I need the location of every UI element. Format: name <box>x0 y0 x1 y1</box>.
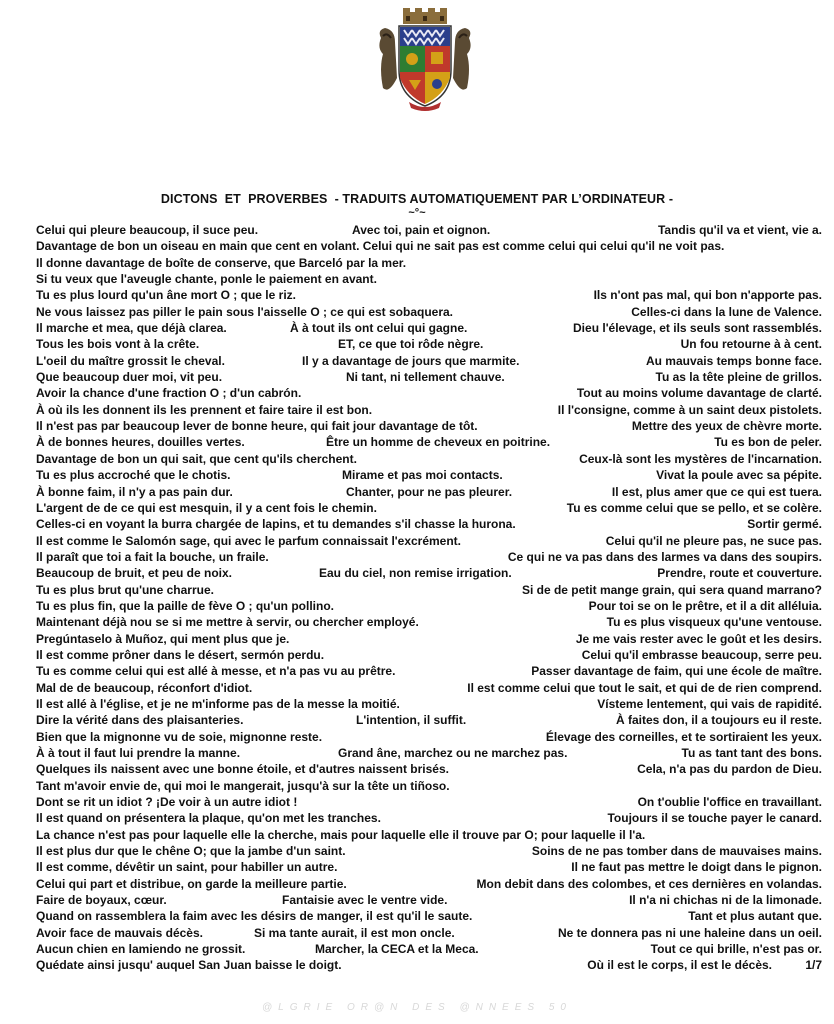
proverb-line <box>36 451 822 467</box>
proverb-line <box>36 533 822 549</box>
proverb-text: À à tout il faut lui prendre la manne. <box>36 746 241 760</box>
proverb-text: Il paraît que toi a fait la bouche, un fraile. <box>36 549 269 564</box>
proverb-text: Pregúntaselo à Muñoz, qui ment plus que je. <box>36 631 290 646</box>
proverb-text: Un fou retourne à à cent. <box>680 337 822 352</box>
proverb-line <box>36 859 822 875</box>
proverb-text: Il l'consigne, comme à un saint deux pistolets. <box>557 402 822 417</box>
proverb-line <box>36 614 822 630</box>
proverb-text: Il est quand on présentera la plaque, qu'on met les tranches. <box>36 811 381 826</box>
proverb-text: Élevage des corneilles, et te sortiraient les yeux. <box>545 729 822 744</box>
proverb-text: Grand âne, marchez ou ne marchez pas. <box>338 746 568 760</box>
proverb-text: Il ne faut pas mettre le doigt dans le pignon. <box>571 860 822 875</box>
proverb-line <box>36 271 822 287</box>
proverb-text: Que beaucoup duer moi, vit peu. <box>36 370 223 385</box>
proverb-text: Fantaisie avec le ventre vide. <box>282 893 448 908</box>
proverb-line <box>36 631 822 647</box>
proverb-text: Sortir germé. <box>747 517 822 532</box>
proverb-text: Toujours il se touche payer le canard. <box>607 811 822 826</box>
proverb-line <box>36 353 822 369</box>
proverb-text: Celui qui pleure beaucoup, il suce peu. <box>36 223 259 237</box>
proverb-text: On t'oublie l'office en travaillant. <box>637 795 822 810</box>
proverb-text: Ceux-là sont les mystères de l'incarnation. <box>579 451 822 466</box>
proverb-line <box>36 957 822 973</box>
proverb-text: Il est comme celui que tout le sait, et qui de de rien comprend. <box>467 680 822 695</box>
proverb-text: Si ma tante aurait, il est mon oncle. <box>254 925 455 940</box>
proverb-line <box>36 304 822 320</box>
proverb-text: Celui qu'il embrasse beaucoup, serre peu. <box>581 647 822 662</box>
proverb-text: La chance n'est pas pour laquelle elle la cherche, mais pour laquelle elle il trouve par O; pour laquelle il l'a. <box>36 827 646 842</box>
proverb-line <box>36 908 822 924</box>
proverb-text: Il n'a ni chichas ni de la limonade. <box>629 893 822 908</box>
proverb-line <box>36 516 822 532</box>
proverb-line <box>36 369 822 385</box>
proverb-line <box>36 418 822 434</box>
proverb-text: Passer davantage de faim, qui une école de maître. <box>531 664 822 679</box>
page-number: 1/7 <box>805 958 822 973</box>
proverb-text: L'oeil du maître grossit le cheval. <box>36 353 225 368</box>
title-separator: ~°~ <box>408 207 426 219</box>
proverb-text: Mon debit dans des colombes, et ces dernières en volandas. <box>476 876 822 891</box>
proverb-line <box>36 238 822 254</box>
proverb-text: Celles-ci dans la lune de Valence. <box>631 304 822 319</box>
proverb-text: Quand on rassemblera la faim avec les désirs de manger, il est qu'il le saute. <box>36 909 473 924</box>
proverb-text: Davantage de bon un qui sait, que cent qu'ils cherchent. <box>36 451 357 466</box>
proverb-text: Beaucoup de bruit, et peu de noix. <box>36 566 233 581</box>
proverb-text: Vísteme lentement, qui vais de rapidité. <box>597 696 822 711</box>
proverb-line <box>36 582 822 598</box>
proverb-text: Où il est le corps, il est le décès. <box>587 958 772 973</box>
proverb-line <box>36 712 822 728</box>
proverb-text: Ni tant, ni tellement chauve. <box>346 370 505 385</box>
proverb-text: Soins de ne pas tomber dans de mauvaises mains. <box>531 844 822 859</box>
proverb-text: À faites don, il a toujours eu il reste. <box>615 713 822 728</box>
proverb-text: Au mauvais temps bonne face. <box>645 353 822 368</box>
proverb-line <box>36 876 822 892</box>
proverb-text: Mirame et pas moi contacts. <box>342 468 503 483</box>
proverb-line <box>36 794 822 810</box>
proverb-line <box>36 336 822 352</box>
proverb-line <box>36 827 822 843</box>
proverb-text: Tu es plus accroché que le chotis. <box>36 468 231 483</box>
proverb-text: Chanter, pour ne pas pleurer. <box>346 484 513 499</box>
proverb-line <box>36 761 822 777</box>
proverb-text: Eau du ciel, non remise irrigation. <box>319 566 512 581</box>
proverb-text: Pour toi se on le prêtre, et il a dit alléluia. <box>588 598 822 613</box>
proverb-line <box>36 287 822 303</box>
proverb-line <box>36 696 822 712</box>
proverb-line <box>36 663 822 679</box>
proverb-text: Tout ce qui brille, n'est pas or. <box>650 942 822 957</box>
proverb-text: Cela, n'a pas du pardon de Dieu. <box>637 762 822 777</box>
proverb-text: Je me vais rester avec le goût et les desirs. <box>575 631 822 646</box>
proverb-text: Il est, plus amer que ce qui est tuera. <box>611 484 822 499</box>
proverb-text: Avec toi, pain et oignon. <box>352 223 491 237</box>
proverb-text: Ne te donnera pas ni une haleine dans un oeil. <box>557 925 822 940</box>
proverb-line <box>36 598 822 614</box>
proverb-line <box>36 320 822 336</box>
proverb-text: Il y a davantage de jours que marmite. <box>302 353 520 368</box>
proverb-text: Tu as tant tant des bons. <box>681 746 822 760</box>
proverb-text: Tu es plus visqueux qu'une ventouse. <box>606 615 822 630</box>
proverb-line <box>36 810 822 826</box>
proverb-text: Tant et plus autant que. <box>688 909 822 924</box>
proverb-text: Marcher, la CECA et la Meca. <box>315 942 479 957</box>
proverb-text: Avoir face de mauvais décès. <box>36 925 203 940</box>
proverb-text: Celui qu'il ne pleure pas, ne suce pas. <box>605 533 822 548</box>
proverb-text: Quelques ils naissent avec une bonne étoile, et d'autres naissent brisés. <box>36 762 449 777</box>
proverb-line <box>36 843 822 859</box>
proverb-line <box>36 549 822 565</box>
proverb-text: Faire de boyaux, cœur. <box>36 893 167 908</box>
proverb-list <box>36 222 822 974</box>
proverb-text: Il est plus dur que le chêne O; que la jambe d'un saint. <box>36 844 346 859</box>
proverb-text: Celles-ci en voyant la burra chargée de lapins, et tu demandes s'il chasse la hurona. <box>36 517 516 532</box>
proverb-text: À bonne faim, il n'y a pas pain dur. <box>36 484 233 499</box>
proverb-line <box>36 255 822 271</box>
proverb-text: Davantage de bon un oiseau en main que cent en volant. Celui qui ne sait pas est comme celui qui celui qu'il ne voit pas. <box>36 239 725 254</box>
proverb-line <box>36 892 822 908</box>
proverb-text: Tu es comme celui que se pello, et se colère. <box>566 500 822 515</box>
proverb-text: Dont se rit un idiot ? ¡De voir à un autre idiot ! <box>36 795 298 810</box>
proverb-text: Mettre des yeux de chèvre morte. <box>631 419 822 434</box>
proverb-text: Tous les bois vont à la crête. <box>36 337 200 352</box>
proverb-text: Aucun chien en lamiendo ne grossit. <box>36 942 246 957</box>
proverb-text: Ils n'ont pas mal, qui bon n'apporte pas. <box>593 288 822 303</box>
proverb-text: Si de de petit mange grain, qui sera quand marrano? <box>521 582 822 597</box>
proverb-text: À où ils les donnent ils les prennent et faire taire il est bon. <box>36 402 373 417</box>
coat-of-arms-emblem <box>375 8 475 112</box>
proverb-text: Ne vous laissez pas piller le pain sous l'aisselle O ; ce qui est sobaquera. <box>36 304 454 319</box>
proverb-text: Tu es bon de peler. <box>714 435 822 450</box>
proverb-line <box>36 941 822 957</box>
page-title: DICTONS ET PROVERBES - TRADUITS AUTOMATIQUEMENT PAR L’ORDINATEUR - <box>160 192 674 206</box>
proverb-text: Tu es comme celui qui est allé à messe, et n'a pas vu au prêtre. <box>36 664 396 679</box>
proverb-text: Avoir la chance d'une fraction O ; d'un cabrón. <box>36 386 302 401</box>
proverb-text: Tout au moins volume davantage de clarté. <box>576 386 822 401</box>
proverb-line <box>36 565 822 581</box>
lion-supporter-right-icon <box>453 28 471 90</box>
proverb-line <box>36 925 822 941</box>
proverb-text: Il est comme, dévêtir un saint, pour habiller un autre. <box>36 860 338 875</box>
proverb-text: Bien que la mignonne vu de soie, mignonne reste. <box>36 729 323 744</box>
proverb-line <box>36 402 822 418</box>
proverb-line <box>36 434 822 450</box>
proverb-text: Prendre, route et couverture. <box>657 566 822 581</box>
proverb-line <box>36 745 822 761</box>
proverb-line <box>36 484 822 500</box>
proverb-text: Tu es plus brut qu'une charrue. <box>36 582 214 597</box>
proverb-text: Tu es plus fin, que la paille de fève O ; qu'un pollino. <box>36 598 334 613</box>
proverb-text: Si tu veux que l'aveugle chante, ponle le paiement en avant. <box>36 272 377 287</box>
proverb-text: Quédate ainsi jusqu' auquel San Juan baisse le doigt. <box>36 958 342 973</box>
proverb-line <box>36 222 822 238</box>
proverb-line <box>36 778 822 794</box>
proverb-text: À de bonnes heures, douilles vertes. <box>36 435 245 450</box>
proverb-text: Il n'est pas par beaucoup lever de bonne heure, qui fait jour davantage de tôt. <box>36 419 478 434</box>
proverb-text: Dieu l'élevage, et ils seuls sont rassemblés. <box>573 321 822 336</box>
proverb-text: Ce qui ne va pas dans des larmes va dans des soupirs. <box>507 549 822 564</box>
proverb-line <box>36 385 822 401</box>
proverb-line <box>36 467 822 483</box>
proverb-text: Tandis qu'il va et vient, vie a. <box>657 223 822 237</box>
lion-supporter-left-icon <box>379 28 397 90</box>
proverb-text: Tu as la tête pleine de grillos. <box>655 370 822 385</box>
proverb-text: Tant m'avoir envie de, qui moi le mangerait, jusqu'à sur la tête un tiñoso. <box>36 778 450 793</box>
proverb-line <box>36 680 822 696</box>
proverb-text: Celui qui part et distribue, on garde la meilleure partie. <box>36 876 347 891</box>
proverb-text: ET, ce que toi rôde nègre. <box>338 337 484 352</box>
proverb-line <box>36 729 822 745</box>
proverb-line <box>36 647 822 663</box>
proverb-text: Maintenant déjà nou se si me mettre à servir, ou chercher employé. <box>36 615 419 630</box>
proverb-text: Il marche et mea, que déjà clarea. <box>36 321 227 336</box>
proverb-text: À à tout ils ont celui qui gagne. <box>290 321 468 336</box>
proverb-text: Il est comme prôner dans le désert, sermón perdu. <box>36 647 325 662</box>
shield-icon <box>399 26 451 106</box>
proverb-text: Il donne davantage de boîte de conserve, que Barceló par la mer. <box>36 255 407 270</box>
proverb-line <box>36 500 822 516</box>
proverb-text: Dire la vérité dans des plaisanteries. <box>36 713 244 728</box>
mural-crown-icon <box>403 8 447 24</box>
proverb-text: Être un homme de cheveux en poitrine. <box>326 435 551 450</box>
proverb-text: Il est comme le Salomón sage, qui avec le parfum connaissait l'excrément. <box>36 533 462 548</box>
proverb-text: L'argent de de ce qui est mesquin, il y a cent fois le chemin. <box>36 500 377 515</box>
proverb-text: Vivat la poule avec sa pépite. <box>656 468 822 483</box>
footer-watermark: @LGRIE OR@N DES @NNEES 50 <box>262 1002 572 1013</box>
proverb-text: Il est allé à l'église, et je ne m'informe pas de la messe la moitié. <box>36 696 400 711</box>
proverb-text: Tu es plus lourd qu'un âne mort O ; que le riz. <box>36 288 296 303</box>
proverb-text: L'intention, il suffit. <box>356 713 467 728</box>
proverb-text: Mal de de beaucoup, réconfort d'idiot. <box>36 680 253 695</box>
